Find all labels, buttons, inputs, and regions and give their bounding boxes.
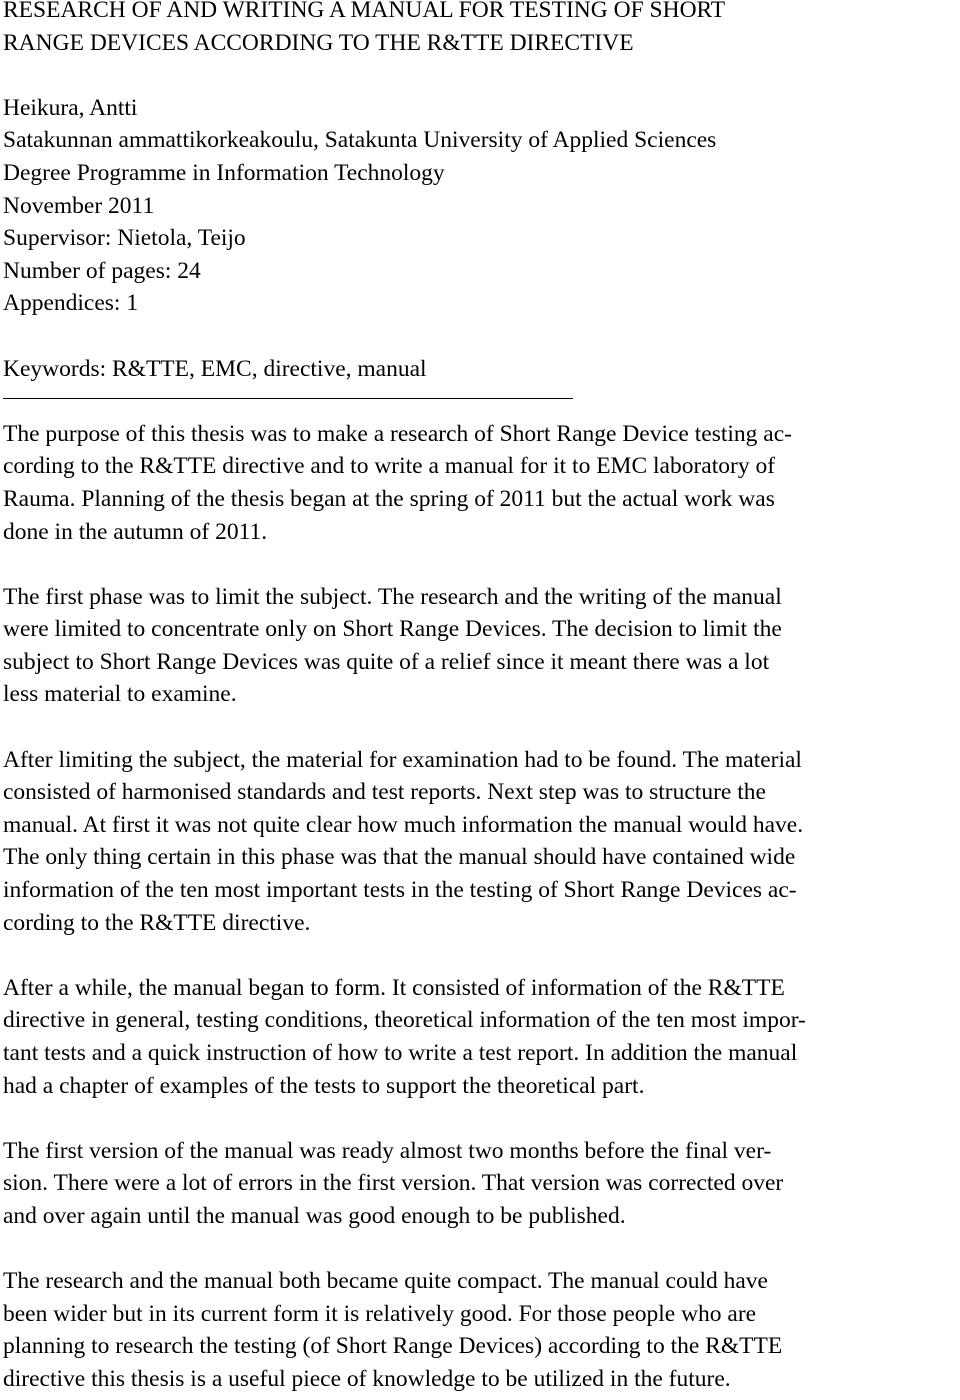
spacer — [3, 711, 955, 744]
text-line: sion. There were a lot of errors in the first version. That version was corrected over — [3, 1170, 784, 1197]
text-line: The purpose of this thesis was to make a research of Short Range Device testing ac- — [3, 420, 792, 447]
text-line: Rauma. Planning of the thesis began at the spring of 2011 but the actual work was — [3, 485, 775, 512]
spacer — [3, 1233, 955, 1266]
spacer — [3, 59, 955, 92]
institution: Satakunnan ammattikorkeakoulu, Satakunta University of Applied Sciences — [3, 127, 717, 154]
text-line: After limiting the subject, the material for examination had to be found. The material — [3, 746, 802, 773]
text-line: The only thing certain in this phase was that the manual should have contained wide — [3, 844, 796, 871]
text-line: directive in general, testing conditions, theoretical information of the ten most impor- — [3, 1007, 806, 1034]
spacer — [3, 939, 955, 972]
divider-rule — [3, 398, 573, 399]
title-line: RESEARCH OF AND WRITING A MANUAL FOR TESTING OF SHORT — [3, 0, 726, 23]
text-line: manual. At first it was not quite clear how much information the manual would have. — [3, 811, 804, 838]
text-line: cording to the R&TTE directive. — [3, 909, 311, 936]
appendices: Appendices: 1 — [3, 290, 139, 317]
text-line: consisted of harmonised standards and test reports. Next step was to structure the — [3, 779, 766, 806]
supervisor: Supervisor: Nietola, Teijo — [3, 225, 246, 252]
date: November 2011 — [3, 192, 155, 219]
text-line: had a chapter of examples of the tests to support the theoretical part. — [3, 1072, 645, 1099]
text-line: information of the ten most important tests in the testing of Short Range Devices ac- — [3, 877, 797, 904]
spacer — [3, 320, 955, 353]
text-line: subject to Short Range Devices was quite of a relief since it meant there was a lot — [3, 648, 770, 675]
text-line: and over again until the manual was good enough to be published. — [3, 1202, 626, 1229]
spacer — [3, 548, 955, 581]
text-line: done in the autumn of 2011. — [3, 518, 268, 545]
paragraph — [3, 581, 955, 711]
thesis-title — [3, 0, 955, 59]
paragraph — [3, 418, 955, 548]
thesis-metadata — [3, 92, 955, 320]
degree-programme: Degree Programme in Information Technology — [3, 159, 445, 186]
text-line: tant tests and a quick instruction of how to write a test report. In addition the manual — [3, 1040, 798, 1066]
text-line: The first version of the manual was ready almost two months before the final ver- — [3, 1137, 772, 1164]
text-line: cording to the R&TTE directive and to write a manual for it to EMC laboratory of — [3, 453, 776, 480]
text-line: The first phase was to limit the subject. The research and the writing of the manual — [3, 583, 782, 610]
text-line: less material to examine. — [3, 681, 237, 708]
text-line: directive this thesis is a useful piece of knowledge to be utilized in the future. — [3, 1365, 731, 1392]
keywords: Keywords: R&TTE, EMC, directive, manual — [3, 355, 427, 382]
paragraph — [3, 744, 955, 940]
spacer — [3, 1102, 955, 1135]
text-line: been wider but in its current form it is relatively good. For those people who are — [3, 1300, 757, 1327]
divider-container — [3, 385, 955, 418]
paragraph — [3, 1265, 955, 1395]
paragraph — [3, 972, 955, 1102]
text-line: After a while, the manual began to form. It consisted of information of the R&TTE — [3, 974, 785, 1001]
paragraph — [3, 1135, 955, 1233]
text-line: planning to research the testing (of Short Range Devices) according to the R&TTE — [3, 1333, 783, 1360]
page-count: Number of pages: 24 — [3, 257, 201, 284]
author: Heikura, Antti — [3, 94, 138, 121]
abstract-page — [3, 0, 955, 1396]
title-line: RANGE DEVICES ACCORDING TO THE R&TTE DIRECTIVE — [3, 29, 634, 56]
text-line: The research and the manual both became quite compact. The manual could have — [3, 1268, 768, 1295]
text-line: were limited to concentrate only on Short Range Devices. The decision to limit the — [3, 616, 782, 643]
abstract-body — [3, 418, 955, 1396]
